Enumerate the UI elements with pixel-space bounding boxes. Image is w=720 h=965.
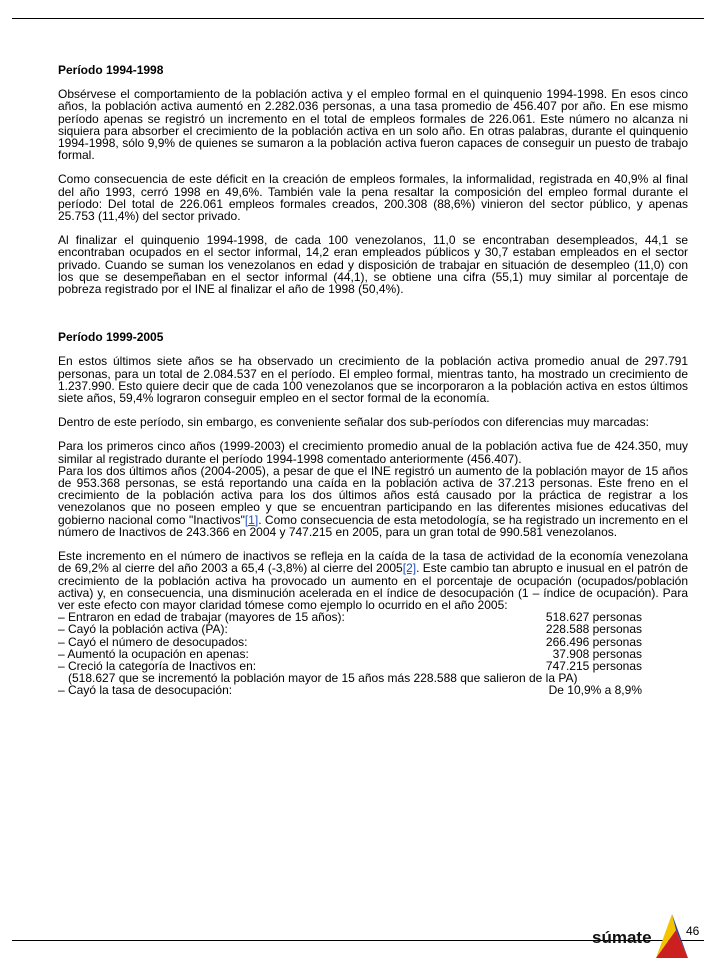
document-body — [58, 64, 688, 697]
list-item — [58, 623, 688, 635]
paragraph-text: Para los dos últimos años (2004-2005), a pesar de que el INE registró un aumento de la población mayor de 15 años de 953.368 personas, se está reportando una caída en la población activa de 37.213 personas. Este freno en el crecimiento de la población activa para los dos últimos años está causado por la práctica de registrar a los venezolanos que no poseen empleo y que se encuentran participando en las diferentes misiones educativas del gobierno nacional como "Inactivos" — [58, 463, 688, 527]
footnote-link-2[interactable]: [2] — [402, 561, 417, 576]
list-item-value: 747.215 personas — [545, 658, 642, 673]
list-item-label: – Cayó la tasa de desocupación: — [58, 683, 233, 698]
list-item-value: 518.627 personas — [545, 610, 642, 625]
list-item-value: 37.908 personas — [552, 646, 642, 661]
list-item-label: – Entraron en edad de trabajar (mayores de 15 años): — [58, 610, 345, 625]
list-item-value: 266.496 personas — [545, 634, 642, 649]
list-item-label: – Cayó el número de desocupados: — [58, 634, 248, 649]
paragraph: Para los primeros cinco años (1999-2003) el crecimiento promedio anual de la población activa fue de 424.350, muy similar al registrado durante el período 1994-1998 comentado anteriormente (456.407). — [58, 439, 688, 466]
paragraph: Obsérvese el comportamiento de la población activa y el empleo formal en el quinquenio 1994-1998. En esos cinco años, la población activa aumentó en 2.282.036 personas, a una tasa promedio de 456.407 por año. En ese mismo período apenas se registró un incremento en el total de empleos formales de 226.061. Este número no alcanza ni siquiera para absorber el crecimiento de la población activa en un solo año. En otras palabras, durante el quinquenio 1994-1998, sólo 9,9% de quienes se sumaron a la población activa fueron capaces de conseguir un puesto de trabajo formal. — [58, 87, 688, 163]
list-note: (518.627 que se incrementó la población mayor de 15 años más 228.588 que salieron de la PA) — [68, 671, 578, 686]
paragraph — [58, 550, 688, 611]
logo-text: súmate — [592, 928, 652, 947]
section-heading-1999-2005: Período 1999-2005 — [58, 330, 164, 345]
list-item — [58, 684, 688, 696]
statistics-list — [58, 611, 688, 696]
paragraph: En estos últimos siete años se ha observado un crecimiento de la población activa promedio anual de 297.791 personas, para un total de 2.084.537 en el período. El empleo formal, mientras tanto, ha mostrado un crecimiento de 1.237.990. Esto quiere decir que de cada 100 venezolanos que se incorporaron a la población activa en estos últimos siete años, 59,4% lograron conseguir empleo en el sector formal de la economía. — [58, 354, 688, 406]
list-item-label: – Cayó la población activa (PA): — [58, 622, 228, 637]
paragraph-text: . Como consecuencia de esta metodología, se ha registrado un incremento en el número de Inactivos de 243.366 en 2004 y 747.215 en 2005, para un gran total de 990.581 venezolanos. — [58, 512, 688, 539]
list-item-value: De 10,9% a 8,9% — [548, 683, 642, 698]
list-item-label: – Creció la categoría de Inactivos en: — [58, 658, 257, 673]
paragraph — [58, 465, 688, 538]
page-number: 46 — [686, 924, 700, 938]
paragraph-text: Este incremento en el número de inactivos se refleja en la caída de la tasa de actividad de la economía venezolana de 69,2% al cierre del año 2003 a 65,4 (-3,8%) al cierre del 2005 — [58, 549, 688, 576]
paragraph: Como consecuencia de este déficit en la creación de empleos formales, la informalidad, registrada en 40,9% al final del año 1993, cerró 1998 en 49,6%. También vale la pena resaltar la composición del empleo formal durante el período: Del total de 226.061 empleos formales creados, 200.308 (88,6%) vinieron del sector público, y apenas 25.753 (11,4%) del sector privado. — [58, 172, 688, 224]
list-item-label: – Aumentó la ocupación en apenas: — [58, 646, 249, 661]
list-item-value: 228.588 personas — [545, 622, 642, 637]
list-item — [58, 636, 688, 648]
section-heading-1994-1998: Período 1994-1998 — [58, 63, 164, 77]
footnote-link-1[interactable]: [1] — [244, 512, 259, 527]
paragraph: Al finalizar el quinquenio 1994-1998, de cada 100 venezolanos, 11,0 se encontraban desempleados, 44,1 se encontraban ocupados en el sector informal, 14,2 eran empleados públicos y 30,7 estaban empleados en el sector privado. Cuando se suman los venezolanos en edad y disposición de trabajar en situación de desempleo (11,0) con los que se desempeñaban en el sector informal (44,1), se obtiene una cifra (55,1) muy similar al porcentaje de pobreza registrado por el INE al finalizar el año de 1998 (50,4%). — [58, 233, 688, 297]
top-rule — [12, 18, 704, 19]
paragraph-text: . Este cambio tan abrupto e inusual en el patrón de crecimiento de la población activa ha provocado un aumento en el porcentaje de ocupación (ocupados/población activa) y, en consecuencia, una disminución acelerada en el índice de desocupación (1 – índice de ocupación). Para ver este efecto con mayor claridad tómese como ejemplo lo ocurrido en el año 2005: — [58, 561, 689, 612]
paragraph: Dentro de este período, sin embargo, es conveniente señalar dos sub-períodos con diferencias muy marcadas: — [58, 415, 649, 430]
